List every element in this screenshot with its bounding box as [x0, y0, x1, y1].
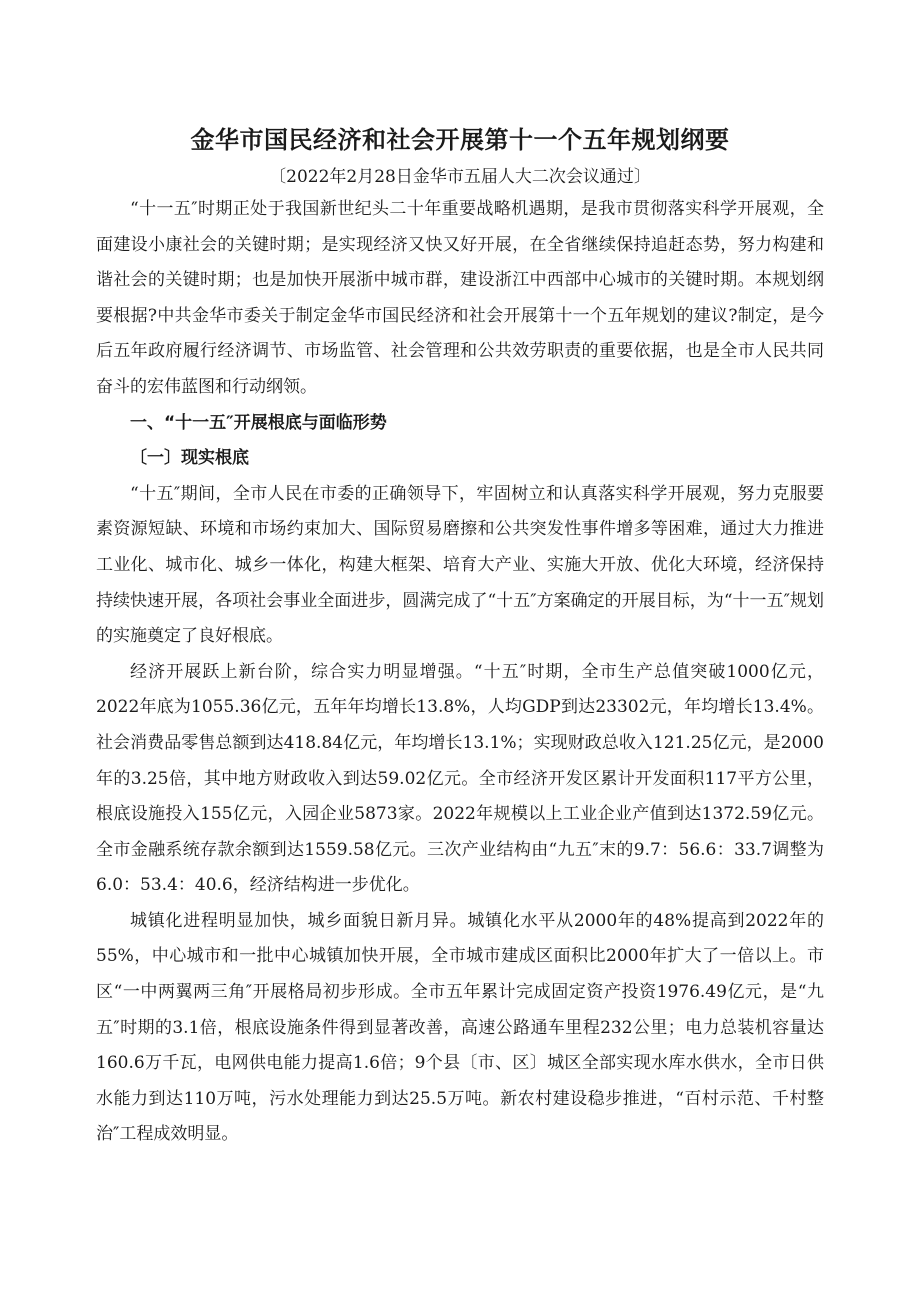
section-heading: 一、“十一五″开展根底与面临形势 — [130, 412, 387, 433]
document-subtitle: 〔2022年2月28日金华市五届人大二次会议通过〕 — [269, 167, 651, 187]
body-paragraph-3: 城镇化进程明显加快，城乡面貌日新月异。城镇化水平从2000年的48%提高到2022年的55%，中心城市和一批中心城镇加快开展，全市城市建成区面积比2000年扩大了一倍以上。市区“一中两翼两三角″开展格局初步形成。全市五年累计完成固定资产投资1976.49亿元，是“九五″时期的3.1倍，根底设施条件得到显著改善，高速公路通车里程232公里；电力总装机容量达160.6万千瓦，电网供电能力提高1.6倍；9个县〔市、区〕城区全部实现水库水供水，全市日供水能力到达110万吨，污水处理能力到达25.5万吨。新农村建设稳步推进，“百村示范、千村整治″工程成效明显。 — [96, 910, 824, 1145]
document-title: 金华市国民经济和社会开展第十一个五年规划纲要 — [190, 126, 730, 154]
intro-paragraph: “十一五″时期正处于我国新世纪头二十年重要战略机遇期，是我市贯彻落实科学开展观，全面建设小康社会的关键时期；是实现经济又快又好开展，在全省继续保持追赶态势，努力构建和谐社会的关键时期；也是加快开展浙中城市群，建设浙江中西部中心城市的关键时期。本规划纲要根据?中共金华市委关于制定金华市国民经济和社会开展第十一个五年规划的建议?制定，是今后五年政府履行经济调节、市场监管、社会管理和公共效劳职责的重要依据，也是全市人民共同奋斗的宏伟蓝图和行动纲领。 — [96, 199, 824, 397]
body-paragraph-2: 经济开展跃上新台阶，综合实力明显增强。“十五″时期，全市生产总值突破1000亿元，2022年底为1055.36亿元，五年年均增长13.8%，人均GDP到达23302元，年均增长13.4%。社会消费品零售总额到达418.84亿元，年均增长13.1%；实现财政总收入121.25亿元，是2000年的3.25倍，其中地方财政收入到达59.02亿元。全市经济开发区累计开发面积117平方公里，根底设施投入155亿元，入园企业5873家。2022年规模以上工业企业产值到达1372.59亿元。全市金融系统存款余额到达1559.58亿元。三次产业结构由“九五″末的9.7：56.6：33.7调整为6.0：53.4：40.6，经济结构进一步优化。 — [96, 661, 824, 896]
body-paragraph-1: “十五″期间，全市人民在市委的正确领导下，牢固树立和认真落实科学开展观，努力克服要素资源短缺、环境和市场约束加大、国际贸易磨擦和公共突发性事件增多等困难，通过大力推进工业化、城市化、城乡一体化，构建大框架、培育大产业、实施大开放、优化大环境，经济保持持续快速开展，各项社会事业全面进步，圆满完成了“十五″方案确定的开展目标，为“十一五″规划的实施奠定了良好根底。 — [96, 483, 824, 647]
subsection-heading: 〔一〕现实根底 — [130, 448, 249, 469]
